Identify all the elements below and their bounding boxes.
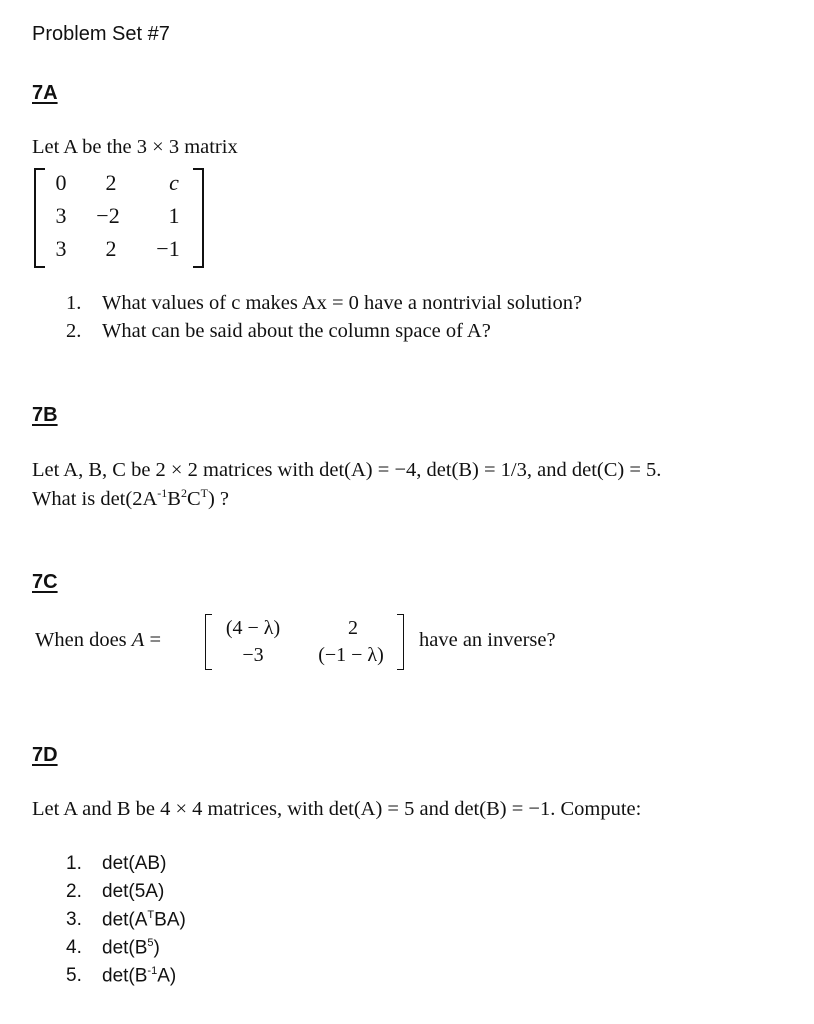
item-text: det(B [102,937,148,959]
section-7a-intro: Let A be the 3 × 3 matrix [32,136,238,158]
list-number: 2. [66,320,82,342]
section-7c-suffix: have an inverse? [419,629,556,651]
section-7d-intro: Let A and B be 4 × 4 matrices, with det(A) = 5 and det(B) = −1. Compute: [32,798,642,820]
superscript: T [147,909,155,921]
page-title: Problem Set #7 [32,23,170,45]
matrix-cell: 1 [168,203,180,228]
section-heading-7b: 7B [32,404,58,426]
matrix-cell: −3 [242,644,264,666]
variable: A [131,629,145,651]
section-7b-line2 [32,486,229,511]
list-item [66,937,186,965]
list-item [66,965,186,993]
matrix-cell: (−1 − λ) [318,644,384,666]
item-text: A) [157,965,177,987]
list-item [66,853,186,881]
matrix-cell: 2 [105,170,117,195]
item-text: BA) [154,909,186,931]
section-heading-7d: 7D [32,744,58,766]
matrix-cell: c [169,170,179,195]
superscript: -1 [147,965,158,977]
list-item [66,292,582,320]
section-7d-items [66,853,186,993]
question-text: What values of c makes Ax = 0 have a nontrivial solution? [102,292,583,314]
matrix-cell: 2 [348,617,358,639]
superscript: 2 [180,486,187,500]
text-fragment: C [186,487,201,510]
matrix-cell: 0 [55,170,67,195]
text-fragment: = [149,629,161,651]
matrix-3x3 [34,168,204,268]
item-text: det(A [102,909,148,931]
list-item [66,320,582,348]
item-text: ) [153,937,160,959]
right-bracket [397,614,404,670]
matrix-cell: −2 [96,203,120,228]
left-bracket [205,614,212,670]
matrix-cell: 2 [105,236,117,261]
item-text: det(AB) [102,853,167,874]
text-fragment: B [167,487,181,510]
text-fragment: When does [35,629,127,651]
question-text: What can be said about the column space of A? [102,320,491,342]
list-number: 4. [66,937,82,959]
section-heading-7c: 7C [32,571,58,593]
list-number: 2. [66,881,82,902]
superscript: 5 [147,937,154,949]
list-number: 1. [66,853,82,874]
item-text: det(5A) [102,881,165,902]
list-number: 5. [66,965,82,987]
text-fragment: ) ? [207,487,230,510]
superscript: T [200,486,208,500]
section-7a-questions [66,292,582,348]
list-item [66,909,186,937]
superscript: -1 [157,486,168,500]
matrix-cell: 3 [55,236,67,261]
list-number: 3. [66,909,82,931]
item-text: det(B [102,965,148,987]
section-heading-7a: 7A [32,82,58,104]
section-7c-prefix [35,629,161,652]
list-item [66,881,186,909]
list-number: 1. [66,292,82,314]
matrix-cell: 3 [55,203,67,228]
section-7b-line1: Let A, B, C be 2 × 2 matrices with det(A) = −4, det(B) = 1/3, and det(C) = 5. [32,459,662,481]
text-fragment: What is det(2A [32,487,158,510]
matrix-2x2 [205,614,404,670]
matrix-cell: −1 [156,236,180,261]
matrix-cell: (4 − λ) [225,617,281,639]
